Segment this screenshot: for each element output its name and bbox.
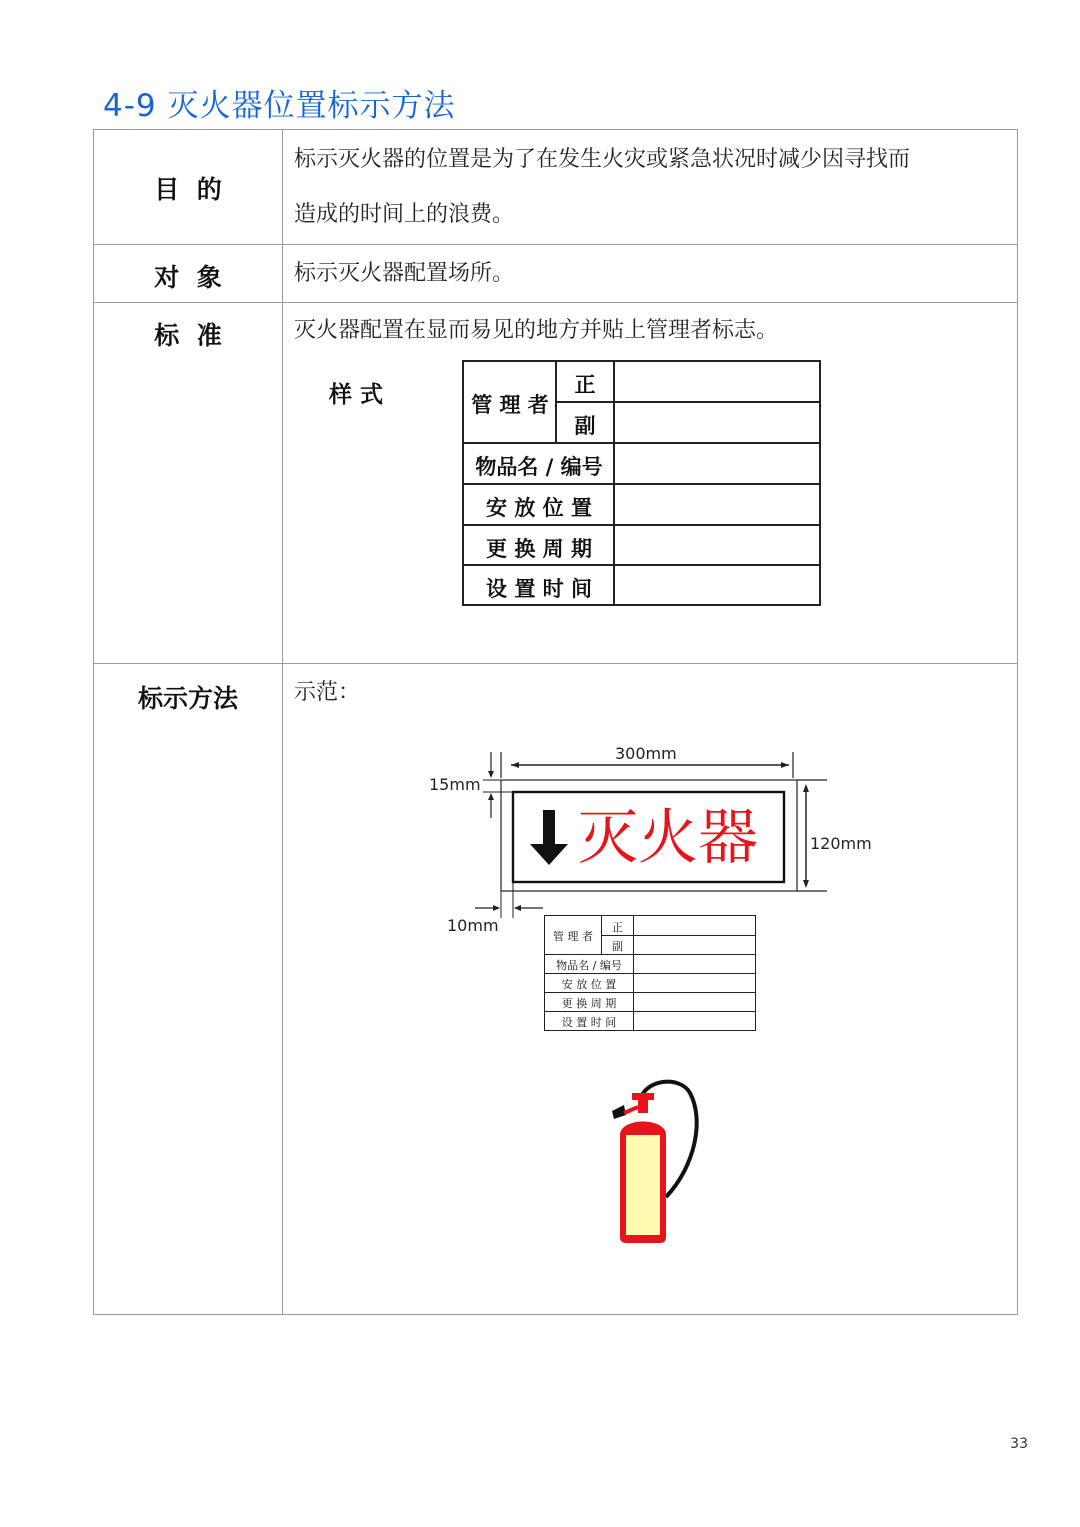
height-dimension: 120mm bbox=[810, 834, 872, 853]
top-margin-dimension: 15mm bbox=[429, 775, 481, 794]
left-margin-dimension: 10mm bbox=[447, 916, 499, 935]
form-cycle-label: 更 换 周 期 bbox=[486, 536, 592, 561]
sign-text: 灭火器 bbox=[578, 803, 758, 873]
target-text: 标示灭火器配置场所。 bbox=[294, 261, 515, 286]
form-time-label: 设 置 时 间 bbox=[486, 576, 592, 601]
method-label: 标示方法 bbox=[137, 684, 238, 713]
standard-label: 标 准 bbox=[154, 321, 222, 350]
row-divider bbox=[94, 244, 1017, 245]
style-label: 样 式 bbox=[329, 381, 384, 408]
small-form-cycle-label: 更 换 周 期 bbox=[561, 997, 617, 1010]
row-divider bbox=[94, 663, 1017, 664]
purpose-text-line2: 造成的时间上的浪费。 bbox=[294, 202, 515, 227]
small-form-time-label: 设 置 时 间 bbox=[561, 1016, 617, 1029]
standard-text: 灭火器配置在显而易见的地方并贴上管理者标志。 bbox=[294, 318, 779, 343]
info-table bbox=[93, 129, 1018, 1315]
small-form-main-label: 正 bbox=[612, 921, 623, 934]
target-label: 对 象 bbox=[154, 263, 222, 292]
form-manager-label: 管 理 者 bbox=[471, 392, 549, 417]
column-divider bbox=[282, 130, 283, 1314]
sign-diagram bbox=[425, 740, 872, 940]
small-form-location-label: 安 放 位 置 bbox=[561, 978, 617, 991]
small-form-deputy-label: 副 bbox=[612, 940, 623, 953]
page-title: 4-9 灭火器位置标示方法 bbox=[103, 88, 456, 124]
small-form-manager-label: 管 理 者 bbox=[553, 930, 593, 943]
manager-form-large bbox=[462, 360, 821, 606]
small-form-item-label: 物品名 / 编号 bbox=[556, 959, 622, 972]
form-item-label: 物品名 / 编号 bbox=[475, 454, 603, 479]
purpose-label: 目 的 bbox=[154, 175, 222, 204]
page-number: 33 bbox=[1010, 1436, 1028, 1452]
purpose-text-line1: 标示灭火器的位置是为了在发生火灾或紧急状况时减少因寻找而 bbox=[294, 147, 911, 172]
width-dimension: 300mm bbox=[615, 744, 677, 763]
fire-extinguisher-icon bbox=[600, 1075, 710, 1250]
manager-form-small bbox=[544, 915, 756, 1031]
form-deputy-label: 副 bbox=[574, 413, 596, 438]
form-main-label: 正 bbox=[574, 372, 596, 397]
method-text: 示范： bbox=[294, 680, 361, 705]
form-location-label: 安 放 位 置 bbox=[486, 495, 592, 520]
